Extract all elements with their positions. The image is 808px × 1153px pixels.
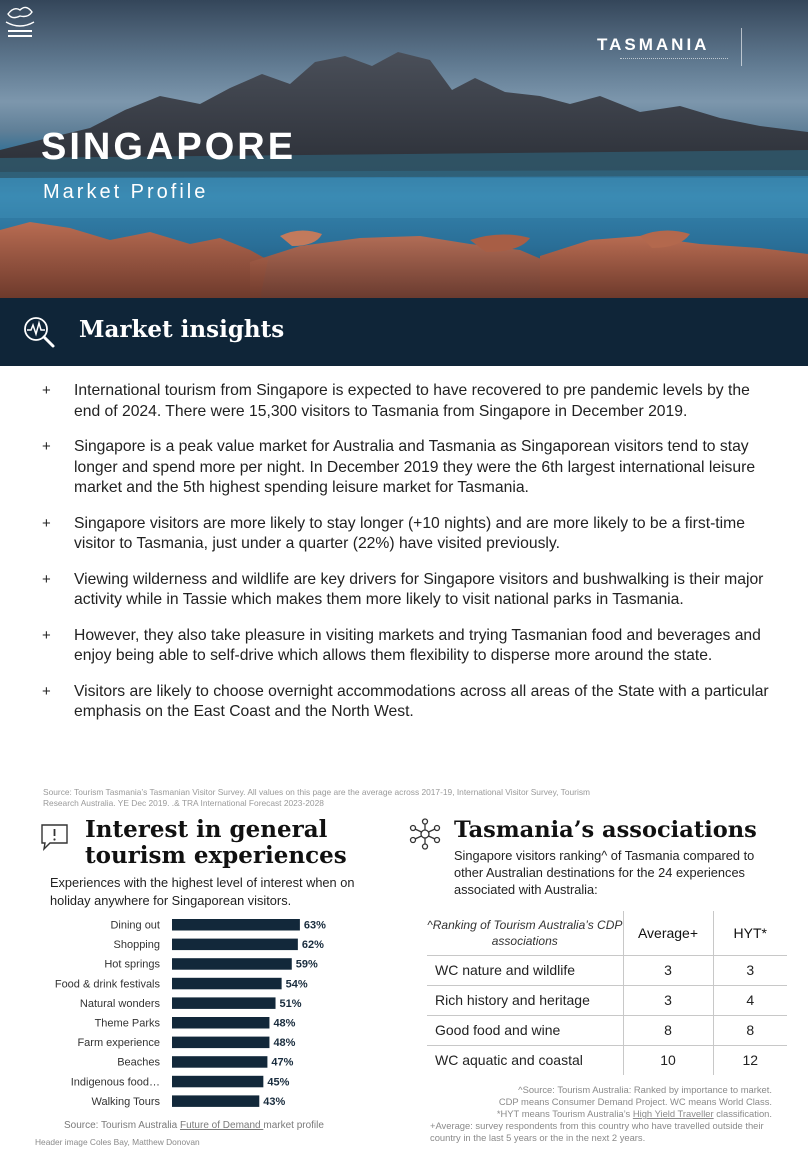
- bar-value-label: 45%: [267, 1076, 290, 1089]
- bar-category-label: Shopping: [113, 939, 160, 952]
- associations-section-title: Tasmania’s associations: [454, 817, 757, 843]
- header-image-credit: Header image Coles Bay, Matthew Donovan: [35, 1137, 200, 1147]
- note-hyt: [430, 1108, 772, 1120]
- bar-value-label: 62%: [301, 939, 324, 952]
- speech-bubble-exclamation-icon: [40, 823, 70, 851]
- bar: [172, 1037, 269, 1049]
- table-cell-hyt: 4: [713, 985, 787, 1015]
- associations-table: [427, 911, 787, 1075]
- bullet-marker: +: [42, 570, 51, 588]
- bullet-marker: +: [42, 682, 51, 700]
- interest-bar-chart: [40, 913, 370, 1117]
- table-cell-average: 8: [623, 1015, 713, 1045]
- table-header-ranking: ^Ranking of Tourism Australia’s CDP associations: [427, 911, 623, 955]
- page-subtitle: Market Profile: [43, 181, 209, 203]
- table-row: [427, 985, 787, 1015]
- insights-list: [42, 381, 777, 723]
- bullet-text: Singapore visitors are more likely to stay longer (+10 nights) and are more likely to be a first-time visitor to Tasmania, just under a quarter (22%) have visited previously.: [74, 514, 745, 552]
- bar-category-label: Hot springs: [104, 958, 160, 971]
- bar-category-label: Beaches: [117, 1056, 160, 1069]
- interest-title-line1: Interest in general: [85, 816, 328, 843]
- bar-category-label: Indigenous food…: [70, 1076, 160, 1089]
- bar-category-label: Walking Tours: [91, 1095, 160, 1108]
- bar-value-label: 51%: [279, 997, 302, 1010]
- list-item: [42, 570, 777, 611]
- bar: [172, 1076, 263, 1088]
- table-cell-average: 3: [623, 955, 713, 985]
- bar-category-label: Farm experience: [77, 1037, 160, 1050]
- table-cell-average: 3: [623, 985, 713, 1015]
- page-title: SINGAPORE: [41, 126, 297, 168]
- table-cell-average: 10: [623, 1045, 713, 1075]
- note-source: ^Source: Tourism Australia: Ranked by importance to market.: [518, 1084, 772, 1095]
- table-cell-association: WC aquatic and coastal: [435, 1052, 583, 1069]
- bullet-text: Singapore is a peak value market for Australia and Tasmania as Singaporean visitors tend to stay longer and spend more per night. In December 2019 they were the 6th largest international leisure market and the 5th highest spending leisure market for Tasmania.: [74, 438, 756, 496]
- bullet-marker: +: [42, 438, 51, 455]
- bar: [172, 997, 276, 1009]
- bar-category-label: Food & drink festivals: [54, 978, 160, 991]
- bar: [172, 939, 298, 951]
- table-cell-hyt: 12: [713, 1045, 787, 1075]
- government-crest-icon: [0, 0, 40, 42]
- insights-source: Source: Tourism Tasmania’s Tasmanian Visitor Survey. All values on this page are the average across 2017-19, International Visitor Survey, Tourism Research Australia. YE Dec 2019. .& TRA International Forecast 2023-2028: [43, 787, 590, 808]
- network-nodes-icon: [409, 818, 441, 850]
- list-item: [42, 626, 777, 667]
- bar-value-label: 54%: [285, 978, 308, 991]
- note-hyt-prefix: *HYT means Tourism Australia’s: [496, 1108, 633, 1119]
- bullet-text: Visitors are likely to choose overnight accommodations across all areas of the State with a particular emphasis on the East Coast and the North West.: [74, 682, 769, 720]
- interest-section-title: [85, 817, 385, 869]
- bar: [172, 1095, 259, 1107]
- high-yield-traveller-link[interactable]: High Yield Traveller: [632, 1108, 714, 1119]
- table-header-hyt: HYT*: [713, 911, 787, 955]
- bullet-marker: +: [42, 626, 51, 644]
- list-item: [42, 514, 777, 555]
- brand-divider: [741, 28, 742, 66]
- list-item: [42, 682, 777, 723]
- bar-value-label: 48%: [273, 1037, 296, 1050]
- bar-value-label: 47%: [271, 1056, 294, 1069]
- table-row: [427, 1015, 787, 1045]
- bullet-text: However, they also take pleasure in visiting markets and trying Tasmanian food and beverages and enjoy being able to self-drive which allows them flexibility to disperse more around the state.: [74, 626, 761, 664]
- brand-tagline-rule: [620, 58, 728, 61]
- bar-category-label: Theme Parks: [94, 1017, 160, 1030]
- table-cell-association: Rich history and heritage: [427, 985, 623, 1015]
- market-insights-title: Market insights: [79, 316, 285, 343]
- market-insights-banner: [0, 298, 808, 366]
- table-header-average: Average+: [623, 911, 713, 955]
- bar: [172, 1056, 267, 1068]
- associations-description: Singapore visitors ranking^ of Tasmania compared to other Australian destinations for the 24 experiences associated with Australia:: [454, 848, 755, 897]
- future-of-demand-link[interactable]: Future of Demand: [179, 1120, 264, 1131]
- note-cdp: CDP means Consumer Demand Project. WC means World Class.: [498, 1096, 772, 1107]
- table-cell-association: WC nature and wildlife: [427, 955, 623, 985]
- bar-value-label: 63%: [303, 919, 326, 932]
- table-header-row: [427, 911, 787, 955]
- bar-value-label: 59%: [295, 958, 318, 971]
- note-hyt-suffix: classification.: [713, 1108, 772, 1119]
- table-cell-association: Good food and wine: [427, 1015, 623, 1045]
- bar-value-label: 48%: [273, 1017, 296, 1030]
- bullet-marker: +: [42, 382, 51, 399]
- bullet-marker: +: [42, 514, 51, 532]
- list-item: [42, 437, 777, 499]
- bar-value-label: 43%: [263, 1095, 286, 1108]
- table-cell-hyt: 3: [713, 955, 787, 985]
- magnifier-chart-icon: [22, 315, 58, 349]
- table-row: [427, 955, 787, 985]
- bar: [172, 919, 300, 931]
- interest-title-line2: tourism experiences: [85, 842, 347, 869]
- chart-source-suffix: market profile: [263, 1120, 324, 1131]
- brand-wordmark: TASMANIA: [597, 35, 710, 54]
- interest-description: Experiences with the highest level of interest when on holiday anywhere for Singaporean visitors.: [50, 875, 355, 908]
- header-image: [0, 0, 808, 298]
- chart-source-prefix: Source: Tourism Australia: [64, 1120, 180, 1131]
- bar-category-label: Natural wonders: [79, 997, 160, 1010]
- bar-category-label: Dining out: [110, 919, 160, 932]
- bullet-text: International tourism from Singapore is expected to have recovered to pre pandemic levels by the end of 2024. There were 15,300 visitors to Tasmania from Singapore in December 2019.: [74, 382, 750, 420]
- table-row: [427, 1045, 787, 1075]
- bar: [172, 958, 292, 970]
- bar: [172, 978, 282, 990]
- list-item: [42, 381, 777, 422]
- bullet-text: Viewing wilderness and wildlife are key drivers for Singapore visitors and bushwalking is their major activity while in Tassie which makes them more likely to visit national parks in Tasmania.: [74, 570, 764, 608]
- note-average: +Average: survey respondents from this country who have travelled outside their country in the last 5 years or the in the next 2 years.: [430, 1120, 764, 1143]
- associations-notes: [430, 1084, 772, 1144]
- table-cell-hyt: 8: [713, 1015, 787, 1045]
- bar: [172, 1017, 269, 1029]
- chart-source: [64, 1120, 324, 1131]
